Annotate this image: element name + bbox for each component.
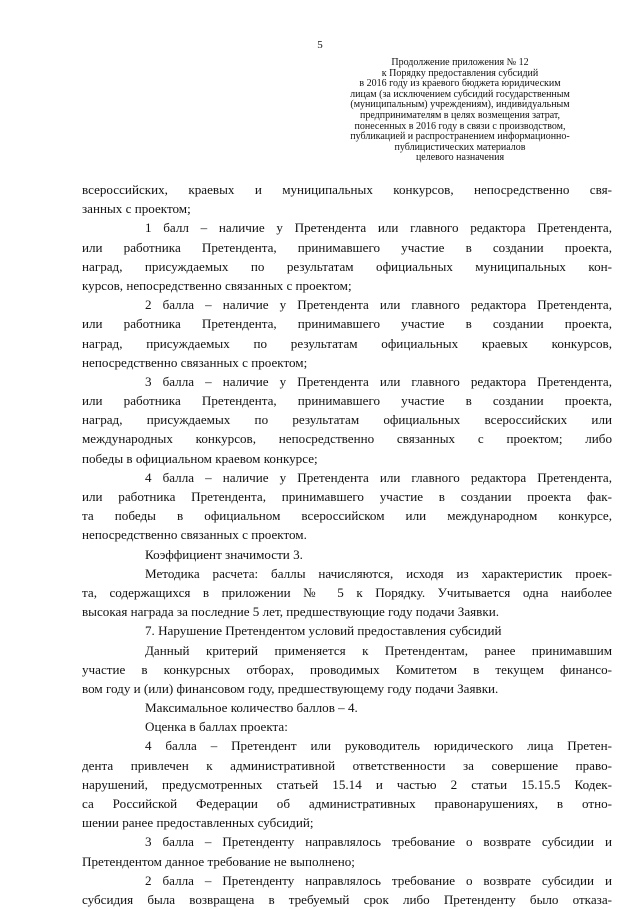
text-line: Коэффициент значимости 3.: [145, 546, 303, 562]
text-line: всероссийских, краевых и муниципальных конкурсов, непосредственно свя-: [82, 182, 612, 197]
text-line: вом году и (или) финансовом году, предшествующему году подачи Заявки.: [82, 680, 499, 696]
text-line: 1 балл – наличие у Претендента или главного редактора Претендента,: [145, 220, 612, 236]
text-line: 4 балла – наличие у Претендента или главного редактора Претендента,: [145, 469, 612, 485]
header-line: в 2016 году из краевого бюджета юридическим: [359, 78, 561, 90]
text-line: международных конкурсов, непосредственно связанных с проектом; либо: [82, 431, 612, 447]
header-line: понесенных в 2016 году в связи с производством,: [354, 120, 566, 132]
text-line: курсов, непосредственно связанных с проектом;: [82, 277, 352, 293]
text-line: са Российской Федерации об административных правонарушениях, в отно-: [82, 796, 612, 811]
text-line: Оценка в баллах проекта:: [145, 719, 288, 735]
text-line: та, содержащихся в приложении № 5 к Порядку. Учитывается одна наиболее: [82, 584, 612, 600]
text-line: дента привлечен к административной ответственности за совершение право-: [82, 757, 612, 773]
text-line: 4 балла – Претендент или руководитель юридического лица Претен-: [145, 738, 612, 754]
text-line: 2 балла – наличие у Претендента или главного редактора Претендента,: [145, 297, 612, 313]
text-line: Претендентом данное требование не выполнено;: [82, 853, 355, 869]
text-line: нарушений, предусмотренных статьей 15.14 и частью 2 статьи 15.15.5 Кодек-: [82, 776, 612, 792]
body-text: [82, 180, 612, 909]
text-line: или работника Претендента, принимавшего участие в создании проекта фак-: [82, 489, 612, 504]
text-line: наград, присуждаемых по результатам официальных всероссийских или: [82, 412, 612, 428]
text-line: участие в конкурсных отборах, проводимых Комитетом в текущем финансо-: [82, 661, 612, 677]
header-line: к Порядку предоставления субсидий: [381, 67, 539, 79]
text-line: 3 балла – Претенденту направлялось требование о возврате субсидии и: [145, 834, 612, 850]
text-line: или работника Претендента, принимавшего участие в создании проекта,: [82, 239, 612, 255]
page-number: 5: [317, 39, 323, 51]
header-line: предпринимателям в целях возмещения затрат,: [359, 109, 560, 121]
header-line: (муниципальным) учреждениям), индивидуальным: [350, 99, 570, 111]
text-line: наград, присуждаемых по результатам официальных муниципальных кон-: [82, 258, 612, 274]
text-line: 3 балла – наличие у Претендента или главного редактора Претендента,: [145, 373, 612, 389]
text-line: или работника Претендента, принимавшего участие в создании проекта,: [82, 316, 612, 332]
header-line: публикацией и распространением информационно-: [350, 131, 570, 143]
text-line: непосредственно связанных с проектом;: [82, 354, 308, 370]
text-line: высокая награда за последние 5 лет, предшествующие году подачи Заявки.: [82, 604, 499, 620]
text-line: 2 балла – Претенденту направлялось требование о возврате субсидии и: [145, 872, 612, 888]
text-line: непосредственно связанных с проектом.: [82, 527, 307, 543]
text-line: шении ранее предоставленных субсидий;: [82, 815, 314, 831]
text-line: или работника Претендента, принимавшего участие в создании проекта,: [82, 393, 612, 409]
text-line: субсидия была возвращена в требуемый срок либо Претенденту было отказа-: [82, 891, 612, 907]
text-line: занных с проектом;: [82, 201, 191, 217]
header-line: публицистических материалов: [394, 141, 526, 153]
appendix-header: [340, 58, 580, 164]
section-heading: 7. Нарушение Претендентом условий предоставления субсидий: [145, 623, 502, 639]
text-line: Данный критерий применяется к Претендентам, ранее принимавшим: [145, 642, 612, 658]
header-line: Продолжение приложения № 12: [391, 57, 529, 68]
text-line: Методика расчета: баллы начисляются, исходя из характеристик проек-: [145, 565, 612, 581]
text-line: наград, присуждаемых по результатам официальных краевых конкурсов,: [82, 335, 612, 351]
text-line: победы в официальном краевом конкурсе;: [82, 450, 318, 466]
text-line: та победы в официальном всероссийском или международном конкурсе,: [82, 508, 612, 524]
header-line: лицам (за исключением субсидий государственным: [350, 88, 570, 100]
text-line: Максимальное количество баллов – 4.: [145, 700, 358, 716]
header-line: целевого назначения: [415, 152, 505, 164]
